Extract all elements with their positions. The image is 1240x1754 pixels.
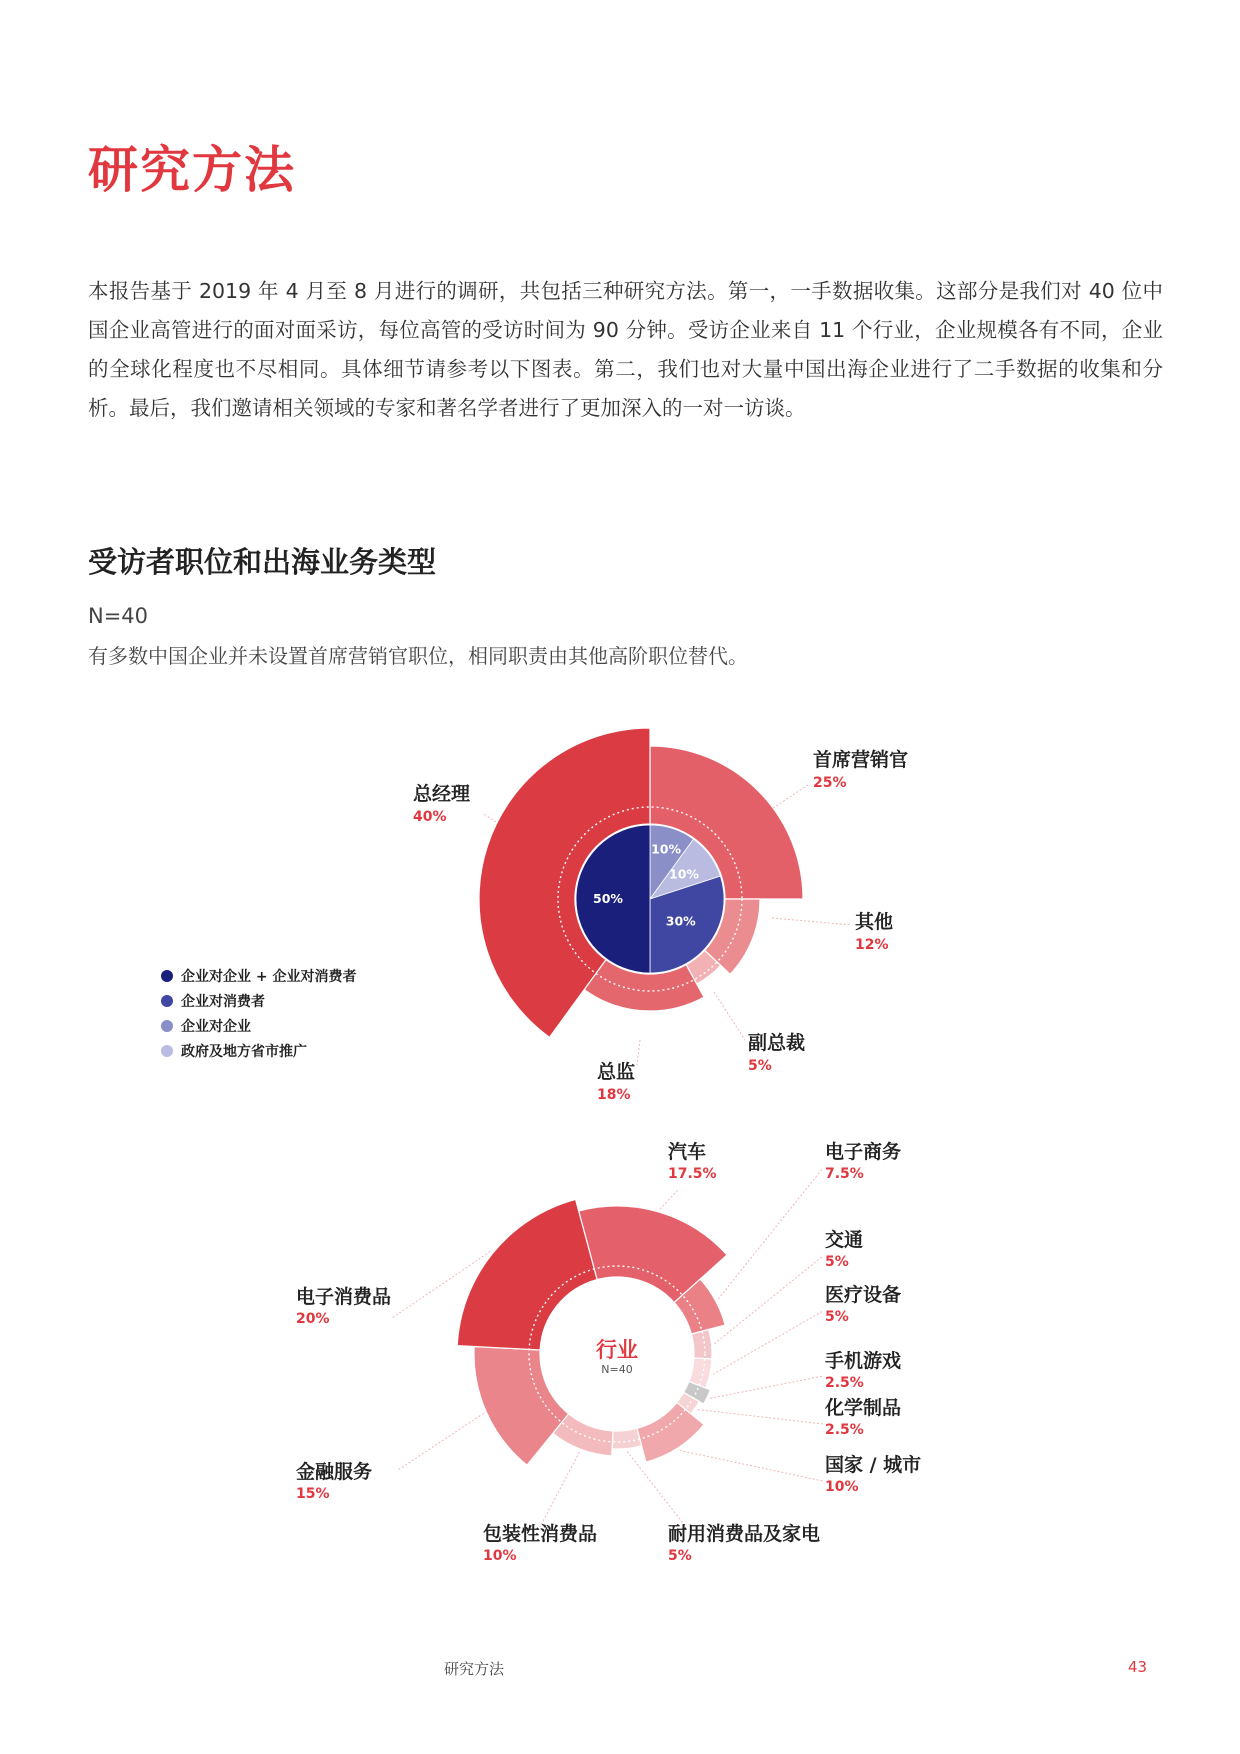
industry-label-pct-item-9: 15%	[296, 1486, 330, 1502]
position-label-pct-item-2: 12%	[855, 937, 889, 953]
industry-label-pct-item-10: 20%	[296, 1311, 330, 1327]
legend-label-item-3: 政府及地方省市推广	[181, 1044, 307, 1060]
industry-label-pct-item-6: 10%	[825, 1479, 859, 1495]
industry-slice-item-9	[474, 1347, 569, 1466]
industry-label-pct-item-5: 2.5%	[825, 1422, 864, 1438]
industry-leader-item-3	[713, 1311, 823, 1374]
sample-size: N=40	[88, 604, 149, 628]
footer-section: 研究方法	[444, 1660, 505, 1678]
position-inner-pct-item-2: 10%	[651, 841, 682, 857]
intro-paragraph: 本报告基于 2019 年 4 月至 8 月进行的调研，共包括三种研究方法。第一，一手数据收集。这部分是我们对 40 位中国企业高管进行的面对面采访，每位高管的受访时间为 90 分钟。受访企业来自 11 个行业，企业规模各有不同，企业的全球化程度也不尽相同。具体细节请参考以下图表。第二，我们也对大量中国出海企业进行了二手数据的收集和分析。最后，我们邀请相关领域的专家和著名学者进行了更加深入的一对一访谈。	[88, 279, 1163, 420]
industry-center-title: 行业	[596, 1338, 638, 1362]
position-inner-pct-item-0: 50%	[593, 891, 623, 906]
position-label-pct-item-0: 40%	[413, 809, 447, 825]
industry-label-pct-item-2: 5%	[825, 1254, 849, 1270]
industry-leader-item-9	[398, 1413, 484, 1470]
industry-leader-item-6	[680, 1450, 823, 1481]
chart-subtitle: 有多数中国企业并未设置首席营销官职位，相同职责由其他高阶职位替代。	[88, 644, 748, 668]
industry-label-name-item-8: 包装性消费品	[483, 1523, 598, 1545]
position-label-name-item-1: 首席营销官	[813, 749, 909, 771]
industry-label-name-item-6: 国家 / 城市	[825, 1454, 922, 1476]
industry-label-name-item-5: 化学制品	[825, 1397, 902, 1419]
industry-label-name-item-7: 耐用消费品及家电	[668, 1523, 821, 1545]
legend-label-item-0: 企业对企业 + 企业对消费者	[181, 969, 357, 985]
position-label-name-item-4: 总监	[597, 1061, 636, 1083]
industry-leader-item-4	[710, 1376, 823, 1398]
industry-chart	[296, 1140, 921, 1564]
position-inner-pct-item-1: 30%	[665, 913, 696, 929]
industry-leader-item-5	[698, 1410, 823, 1424]
industry-label-name-item-9: 金融服务	[296, 1461, 373, 1483]
industry-label-name-item-10: 电子消费品	[296, 1286, 392, 1308]
position-leader-item-1	[773, 785, 808, 808]
position-leader-item-3	[714, 992, 745, 1040]
page-title: 研究方法	[88, 141, 296, 199]
position-label-name-item-2: 其他	[855, 911, 894, 933]
legend-swatch-item-3	[161, 1045, 173, 1057]
industry-label-name-item-0: 汽车	[668, 1141, 707, 1163]
legend-swatch-item-1	[161, 995, 173, 1007]
legend-swatch-item-2	[161, 1020, 173, 1032]
position-inner-pct-item-3: 10%	[669, 866, 699, 882]
position-legend	[161, 968, 356, 1060]
legend-label-item-2: 企业对企业	[181, 1019, 251, 1035]
industry-label-pct-item-0: 17.5%	[668, 1166, 717, 1182]
page-number: 43	[1128, 1658, 1148, 1676]
industry-label-pct-item-7: 5%	[668, 1548, 692, 1564]
position-label-name-item-3: 副总裁	[748, 1032, 806, 1054]
position-label-pct-item-3: 5%	[748, 1058, 772, 1074]
position-leader-item-0	[484, 814, 496, 822]
industry-slice-item-10	[457, 1199, 597, 1350]
industry-slice-item-7	[612, 1428, 642, 1449]
position-chart	[161, 728, 908, 1103]
position-label-name-item-0: 总经理	[413, 783, 471, 805]
industry-ring	[457, 1199, 727, 1465]
industry-center-n: N=40	[601, 1363, 633, 1376]
position-label-pct-item-1: 25%	[813, 775, 847, 791]
industry-label-pct-item-1: 7.5%	[825, 1166, 864, 1182]
legend-label-item-1: 企业对消费者	[181, 994, 265, 1010]
industry-label-name-item-2: 交通	[825, 1229, 864, 1251]
industry-label-name-item-4: 手机游戏	[825, 1350, 902, 1372]
legend-swatch-item-0	[161, 970, 173, 982]
section-title: 受访者职位和出海业务类型	[88, 545, 437, 579]
industry-slice-item-6	[637, 1402, 704, 1462]
industry-label-name-item-1: 电子商务	[825, 1141, 902, 1163]
industry-leader-item-1	[718, 1168, 823, 1299]
industry-leader-item-0	[660, 1190, 678, 1209]
position-label-pct-item-4: 18%	[597, 1087, 631, 1103]
industry-label-pct-item-4: 2.5%	[825, 1375, 864, 1391]
industry-label-pct-item-8: 10%	[483, 1548, 517, 1564]
industry-leader-item-7	[627, 1451, 686, 1527]
position-leader-item-2	[772, 918, 851, 925]
industry-slice-item-2	[691, 1329, 712, 1359]
industry-label-name-item-3: 医疗设备	[825, 1284, 902, 1306]
industry-label-pct-item-3: 5%	[825, 1309, 849, 1325]
industry-leader-item-8	[540, 1452, 579, 1527]
industry-leader-item-2	[714, 1256, 823, 1344]
position-leader-item-4	[637, 1040, 640, 1065]
